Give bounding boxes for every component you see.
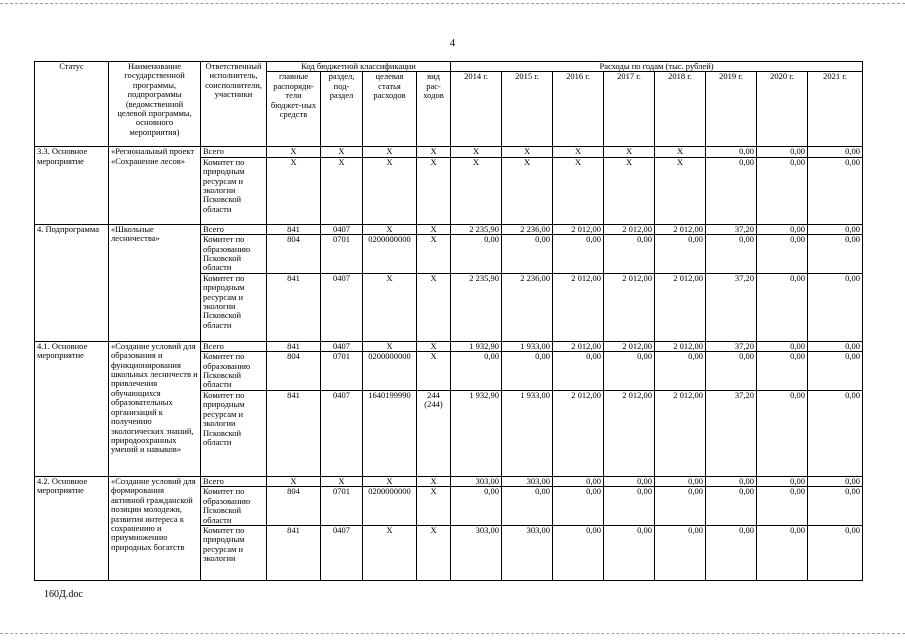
value-cell: 0,00 [757,147,808,157]
value-cell: 0,00 [808,487,863,526]
value-cell: 0,00 [706,525,757,580]
table-body [35,147,863,581]
value-cell: 0,00 [757,157,808,224]
code-cell: 841 [267,273,321,341]
code-cell: 0407 [321,273,363,341]
value-cell: 0,00 [502,487,553,526]
header-code-grbs: главные распоряди-тели бюджет-ных средств [267,72,321,147]
executor-cell: Всего [201,224,267,234]
name-cell: «Создание условий для формирования активной гражданской позиции молодежи, развития интереса к сохранению и приумножению природных богатств [109,476,201,580]
value-cell: X [553,157,604,224]
executor-cell: Комитет по природным ресурсам и экологии Псковской области [201,390,267,476]
code-cell: X [321,157,363,224]
status-cell: 4.1. Основное мероприятие [35,341,109,476]
scan-edge-top [0,3,905,4]
value-cell: 0,00 [604,352,655,391]
value-cell: 0,00 [757,352,808,391]
code-cell: 841 [267,525,321,580]
header-budget-code-group: Код бюджетной классификации [267,62,451,72]
code-cell: 0407 [321,390,363,476]
value-cell: 37,20 [706,341,757,351]
header-year: 2017 г. [604,72,655,147]
code-cell: 0407 [321,224,363,234]
header-code-type: вид рас-ходов [417,72,451,147]
code-cell: 0701 [321,235,363,274]
code-cell: X [417,476,451,486]
status-cell: 4.2. Основное мероприятие [35,476,109,580]
code-cell: X [321,147,363,157]
value-cell: 0,00 [553,487,604,526]
code-cell: X [417,487,451,526]
header-year: 2016 г. [553,72,604,147]
value-cell: 0,00 [502,352,553,391]
table-row [35,224,863,234]
value-cell: 1 932,90 [451,390,502,476]
value-cell: 0,00 [706,352,757,391]
value-cell: X [502,157,553,224]
value-cell: 0,00 [757,390,808,476]
code-cell: 841 [267,341,321,351]
value-cell: X [655,147,706,157]
value-cell: 0,00 [604,525,655,580]
value-cell: X [451,147,502,157]
name-cell: «Региональный проект «Сохранение лесов» [109,147,201,224]
code-cell: X [417,157,451,224]
value-cell: X [553,147,604,157]
code-cell: X [417,147,451,157]
value-cell: 0,00 [655,487,706,526]
value-cell: 0,00 [808,273,863,341]
code-cell: 841 [267,224,321,234]
value-cell: 0,00 [808,341,863,351]
value-cell: 0,00 [604,487,655,526]
header-year: 2019 г. [706,72,757,147]
value-cell: 2 012,00 [604,341,655,351]
value-cell: X [655,157,706,224]
value-cell: 2 012,00 [604,224,655,234]
value-cell: 0,00 [451,487,502,526]
executor-cell: Комитет по образованию Псковской области [201,352,267,391]
value-cell: 2 012,00 [655,273,706,341]
code-cell: 0200000000 [363,235,417,274]
value-cell: 0,00 [655,352,706,391]
code-cell: X [417,224,451,234]
code-cell: X [417,525,451,580]
name-cell: «Создание условий для образования и функционирования школьных лесничеств и привлечения обучающихся образовательных организаций к получению экологических знаний, природоохранных умений и навыков» [109,341,201,476]
footer-filename: 160Д.doc [44,589,83,600]
value-cell: X [451,157,502,224]
value-cell: 0,00 [502,235,553,274]
header-executor: Ответственный исполнитель, соисполнители, участники [201,62,267,147]
status-cell: 3.3. Основное мероприятие [35,147,109,224]
header-name: Наименование государственной программы, подпрограммы (ведомственной целевой программы, основного мероприятия) [109,62,201,147]
value-cell: 0,00 [757,487,808,526]
value-cell: 0,00 [706,487,757,526]
code-cell: X [363,476,417,486]
value-cell: 0,00 [808,525,863,580]
value-cell: 0,00 [706,476,757,486]
code-cell: X [417,341,451,351]
value-cell: 0,00 [604,476,655,486]
value-cell: 37,20 [706,390,757,476]
value-cell: 37,20 [706,273,757,341]
code-cell: 804 [267,352,321,391]
value-cell: 2 235,90 [451,273,502,341]
value-cell: 2 012,00 [655,390,706,476]
header-year: 2018 г. [655,72,706,147]
code-cell: X [363,147,417,157]
code-cell: X [363,157,417,224]
executor-cell: Всего [201,147,267,157]
header-year: 2014 г. [451,72,502,147]
value-cell: 0,00 [757,341,808,351]
value-cell: 0,00 [706,235,757,274]
header-code-target: целевая статья расходов [363,72,417,147]
executor-cell: Комитет по природным ресурсам и экологии [201,525,267,580]
value-cell: 0,00 [757,476,808,486]
value-cell: 0,00 [808,157,863,224]
code-cell: 841 [267,390,321,476]
code-cell: X [417,352,451,391]
code-cell: X [417,235,451,274]
executor-cell: Комитет по природным ресурсам и экологии Псковской области [201,157,267,224]
value-cell: 2 012,00 [655,341,706,351]
header-year: 2020 г. [757,72,808,147]
executor-cell: Всего [201,476,267,486]
scan-edge-bottom [0,633,905,634]
value-cell: 0,00 [553,525,604,580]
value-cell: 0,00 [808,235,863,274]
value-cell: 2 012,00 [553,341,604,351]
code-cell: 804 [267,487,321,526]
code-cell: 244 (244) [417,390,451,476]
value-cell: 0,00 [655,235,706,274]
table-row [35,147,863,157]
header-year: 2021 г. [808,72,863,147]
value-cell: 0,00 [553,352,604,391]
code-cell: X [363,525,417,580]
code-cell: 0701 [321,487,363,526]
value-cell: 0,00 [655,476,706,486]
value-cell: 2 012,00 [655,224,706,234]
code-cell: X [363,341,417,351]
header-expenses-group: Расходы по годам (тыс. рублей) [451,62,863,72]
code-cell: X [363,273,417,341]
code-cell: 0407 [321,525,363,580]
value-cell: 303,00 [502,476,553,486]
executor-cell: Комитет по образованию Псковской области [201,235,267,274]
name-cell: «Школьные лесничества» [109,224,201,341]
value-cell: 0,00 [451,352,502,391]
code-cell: X [267,147,321,157]
value-cell: 1 933,00 [502,390,553,476]
value-cell: 0,00 [553,235,604,274]
code-cell: X [267,476,321,486]
value-cell: 37,20 [706,224,757,234]
value-cell: X [604,147,655,157]
value-cell: 2 012,00 [553,273,604,341]
value-cell: 2 012,00 [604,390,655,476]
budget-table [34,61,863,581]
status-cell: 4. Подпрограмма [35,224,109,341]
executor-cell: Комитет по образованию Псковской области [201,487,267,526]
value-cell: X [502,147,553,157]
value-cell: 0,00 [808,147,863,157]
value-cell: 1 933,00 [502,341,553,351]
value-cell: 303,00 [502,525,553,580]
code-cell: X [363,224,417,234]
value-cell: 0,00 [808,476,863,486]
value-cell: 0,00 [757,235,808,274]
code-cell: X [321,476,363,486]
value-cell: 0,00 [553,476,604,486]
value-cell: 303,00 [451,476,502,486]
value-cell: 0,00 [604,235,655,274]
code-cell: X [417,273,451,341]
header-year: 2015 г. [502,72,553,147]
value-cell: 0,00 [757,273,808,341]
code-cell: 0701 [321,352,363,391]
code-cell: X [267,157,321,224]
code-cell: 1640199990 [363,390,417,476]
value-cell: 303,00 [451,525,502,580]
code-cell: 0200000000 [363,352,417,391]
value-cell: 0,00 [808,352,863,391]
executor-cell: Всего [201,341,267,351]
table-row [35,341,863,351]
value-cell: 2 236,00 [502,273,553,341]
table-row [35,476,863,486]
value-cell: 1 932,90 [451,341,502,351]
value-cell: 0,00 [706,157,757,224]
value-cell: 0,00 [757,224,808,234]
value-cell: 0,00 [808,224,863,234]
value-cell: 0,00 [808,390,863,476]
value-cell: 0,00 [451,235,502,274]
value-cell: X [604,157,655,224]
value-cell: 2 235,90 [451,224,502,234]
value-cell: 2 236,00 [502,224,553,234]
value-cell: 2 012,00 [553,390,604,476]
header-code-section: раздел, под-раздел [321,72,363,147]
code-cell: 0200000000 [363,487,417,526]
page-number: 4 [449,37,456,49]
header-status: Статус [35,62,109,147]
code-cell: 0407 [321,341,363,351]
value-cell: 2 012,00 [604,273,655,341]
code-cell: 804 [267,235,321,274]
value-cell: 0,00 [706,147,757,157]
value-cell: 2 012,00 [553,224,604,234]
value-cell: 0,00 [757,525,808,580]
executor-cell: Комитет по природным ресурсам и экологии Псковской области [201,273,267,341]
value-cell: 0,00 [655,525,706,580]
